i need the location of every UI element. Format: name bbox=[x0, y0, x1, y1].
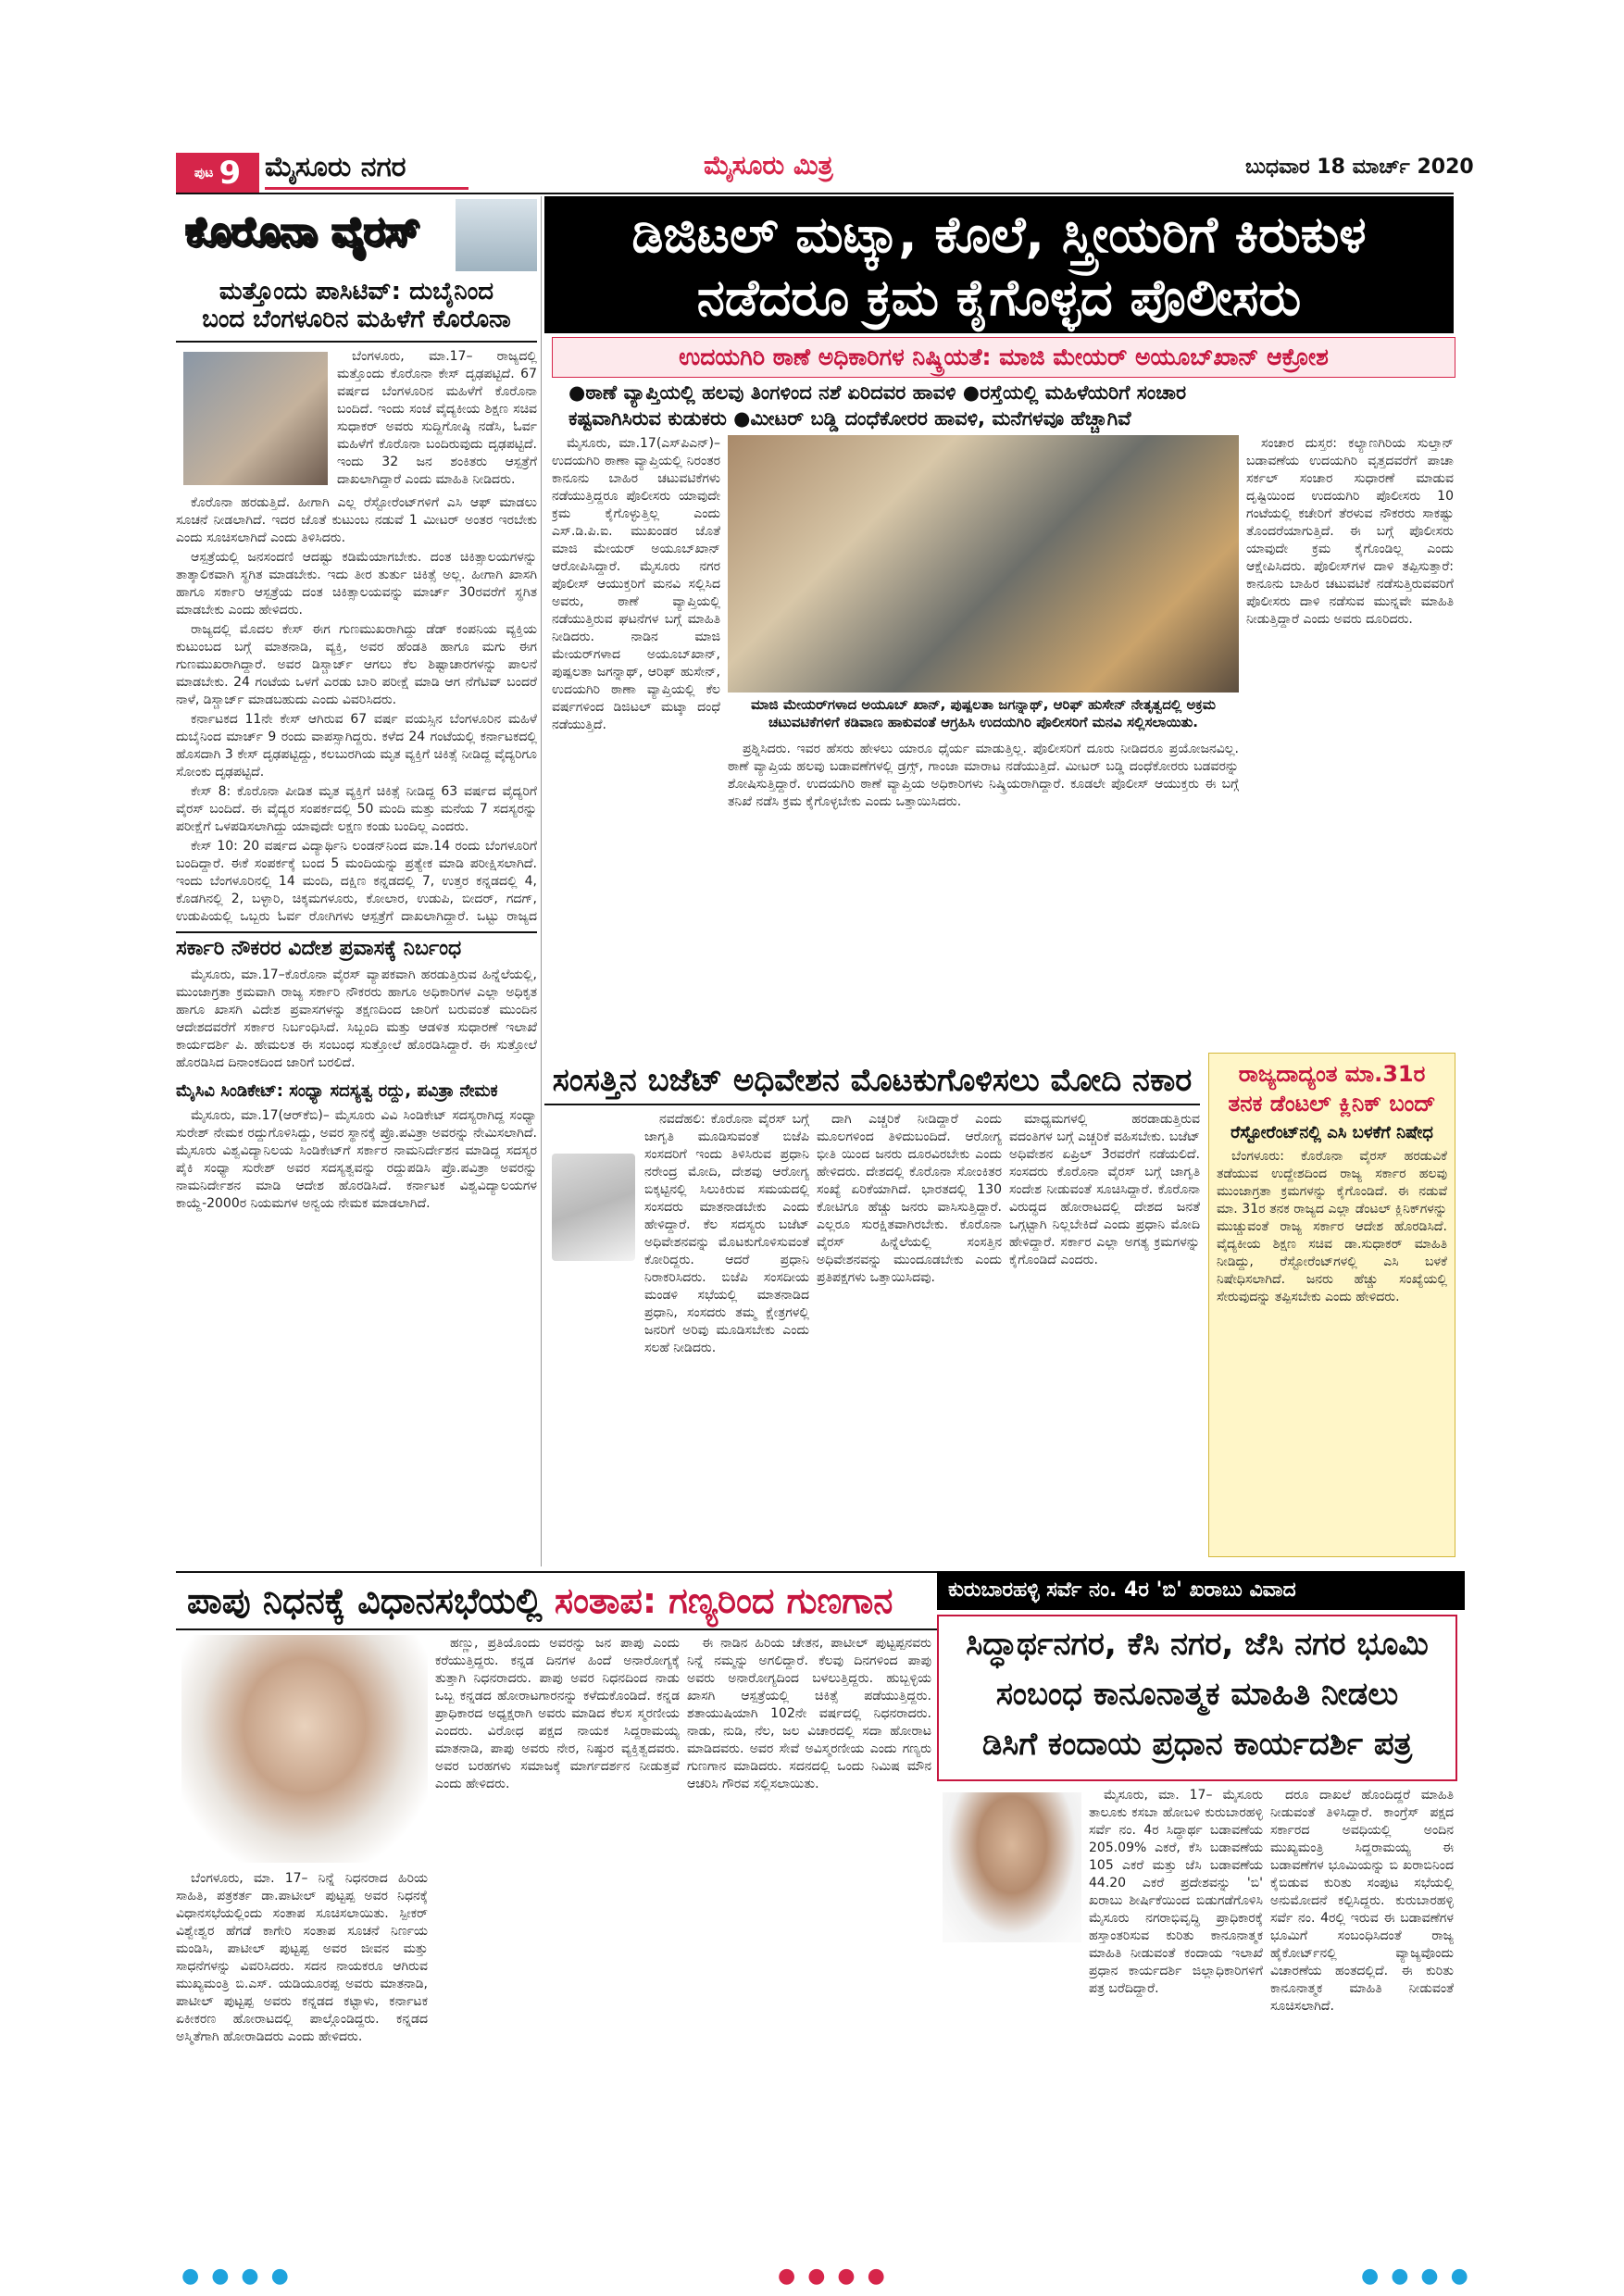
corona-headline-line1: ಮತ್ತೊಂದು ಪಾಸಿಟಿವ್: ದುಬೈನಿಂದ bbox=[219, 278, 494, 306]
caption-line2: ಚಟುವಟಿಕೆಗಳಿಗೆ ಕಡಿವಾಣ ಹಾಕುವಂತೆ ಆಗ್ರಹಿಸಿ ಉದಯಗಿರಿ ಪೊಲೀಸರಿಗೆ ಮನವಿ ಸಲ್ಲಿಸಲಾಯಿತು. bbox=[768, 714, 1198, 730]
pappu-col2 bbox=[435, 1635, 680, 2259]
budget-col2 bbox=[817, 1111, 1002, 1554]
digital-col1 bbox=[552, 435, 720, 1028]
dental-headline-line1: ರಾಜ್ಯದಾದ್ಯಂತ ಮಾ.31ರ bbox=[1238, 1061, 1426, 1087]
budget-col2-text: ದಾಗಿ ಎಚ್ಚರಿಕೆ ನೀಡಿದ್ದಾರೆ ಎಂದು ಮೂಲಗಳಿಂದ ತಿಳಿದುಬಂದಿದೆ. ಆರೋಗ್ಯ ಭೀತಿ ಯಿಂದ ಜನರು ದೂರವಿರಬೇಕು ಎಂದು ಹೇಳಿದರು. ದೇಶದಲ್ಲಿ ಕೊರೊನಾ ಸೋಂಕಿತರ ಸಂಖ್ಯೆ ಏರಿಕೆಯಾಗಿದೆ. ಭಾರತದಲ್ಲಿ 130 ಕೋಟಿಗೂ ಹೆಚ್ಚು ಜನರು ವಾಸಿಸುತ್ತಿದ್ದಾರೆ. ಎಲ್ಲರೂ ಸುರಕ್ಷಿತವಾಗಿರಬೇಕು. ಕೊರೊನಾ ವೈರಸ್ ಹಿನ್ನೆಲೆಯಲ್ಲಿ ಸಂಸತ್ತಿನ ಅಧಿವೇಶನವನ್ನು ಮುಂದೂಡಬೇಕು ಎಂದು ಪ್ರತಿಪಕ್ಷಗಳು ಒತ್ತಾಯಿಸಿದವು. bbox=[817, 1112, 1002, 1285]
header-rule bbox=[176, 193, 1454, 194]
corona-para-1: ಬೆಂಗಳೂರು, ಮಾ.17– ರಾಜ್ಯದಲ್ಲಿ ಮತ್ತೊಂದು ಕೊರೊನಾ ಕೇಸ್ ದೃಢಪಟ್ಟಿದೆ. 67 ವರ್ಷದ ಬೆಂಗಳೂರಿನ ಮಹಿಳೆಗೆ ಕೊರೊನಾ ಬಂದಿದೆ. ಇಂದು ಸಂಜೆ ವೈದ್ಯಕೀಯ ಶಿಕ್ಷಣ ಸಚಿವ ಸುಧಾಕರ್ ಅವರು ಸುದ್ದಿಗೋಷ್ಠಿ ನಡೆಸಿ, ಓರ್ವ ಮಹಿಳೆಗೆ ಕೊರೊನಾ ಬಂದಿರುವುದು ದೃಢಪಟ್ಟಿದೆ. ಇಂದು 32 ಜನ ಶಂಕಿತರು ಆಸ್ಪತ್ರೆಗೆ ದಾಖಲಾಗಿದ್ದಾರೆ ಎಂದು ಮಾಹಿತಿ ನೀಡಿದರು. bbox=[337, 349, 537, 487]
kuru-headline bbox=[937, 1615, 1457, 1781]
kuru-headline-line3: ಡಿಸಿಗೆ ಕಂದಾಯ ಪ್ರಧಾನ ಕಾರ್ಯದರ್ಶಿ ಪತ್ರ bbox=[981, 1726, 1413, 1763]
mysvi-body bbox=[176, 1107, 537, 1563]
budget-col1 bbox=[644, 1111, 809, 1554]
masked-nurse-photo bbox=[456, 199, 537, 271]
corona-para-5: ಕರ್ನಾಟಕದ 11ನೇ ಕೇಸ್ ಆಗಿರುವ 67 ವರ್ಷ ವಯಸ್ಸಿನ ಬೆಂಗಳೂರಿನ ಮಹಿಳೆ ದುಬೈನಿಂದ ಮಾರ್ಚ್ 9 ರಂದು ವಾಪಸ್ಸಾಗಿದ್ದರು. ಕಳೆದ 24 ಗಂಟೆಯಲ್ಲಿ ಕರ್ನಾಟಕದಲ್ಲಿ ಹೊಸದಾಗಿ 3 ಕೇಸ್ ದೃಢಪಟ್ಟಿದ್ದು, ಕಲಬುರಗಿಯ ಮೃತ ವ್ಯಕ್ತಿಗೆ ಚಿಕಿತ್ಸೆ ನೀಡಿದ್ದ ವೈದ್ಯರಿಗೂ ಸೋಂಕು ದೃಢಪಟ್ಟಿದೆ. bbox=[176, 712, 537, 780]
corona-para-7: ಕೇಸ್ 10: 20 ವರ್ಷದ ವಿದ್ಯಾರ್ಥಿನಿ ಲಂಡನ್‌ನಿಂದ ಮಾ.14 ರಂದು ಬೆಂಗಳೂರಿಗೆ ಬಂದಿದ್ದಾರೆ. ಈಕೆ ಸಂಪರ್ಕಕ್ಕೆ ಬಂದ 5 ಮಂದಿಯನ್ನು ಪ್ರತ್ಯೇಕ ಮಾಡಿ ಪರೀಕ್ಷಿಸಲಾಗಿದೆ. ಇಂದು ಬೆಂಗಳೂರಿನಲ್ಲಿ 14 ಮಂದಿ, ದಕ್ಷಿಣ ಕನ್ನಡದಲ್ಲಿ 7, ಉತ್ತರ ಕನ್ನಡದಲ್ಲಿ 4, ಕೊಡಗಿನಲ್ಲಿ 2, ಬಳ್ಳಾರಿ, ಚಿಕ್ಕಮಗಳೂರು, ಕೋಲಾರ, ಉಡುಪಿ, ಬೀದರ್, ಗದಗ್, ಉಡುಪಿಯಲ್ಲಿ ಒಬ್ಬರು ಓರ್ವ ರೋಗಿಗಳು ಆಸ್ಪತ್ರೆಗೆ ದಾಖಲಾಗಿದ್ದಾರೆ. ಒಟ್ಟು ರಾಜ್ಯದ bbox=[176, 839, 537, 924]
mysvi-para: ಮೈಸೂರು, ಮಾ.17(ಆರ್‌ಕೆಬಿ)– ಮೈಸೂರು ವಿವಿ ಸಿಂಡಿಕೇಟ್ ಸದಸ್ಯರಾಗಿದ್ದ ಸಂಧ್ಯಾ ಸುರೇಶ್ ನೇಮಕ ರದ್ದುಗೊಳಿಸಿದ್ದು, ಅವರ ಸ್ಥಾನಕ್ಕೆ ಪ್ರೊ.ಪವಿತ್ರಾ ಅವರನ್ನು ನೇಮಿಸಲಾಗಿದೆ. ಮೈಸೂರು ವಿಶ್ವವಿದ್ಯಾನಿಲಯ ಸಿಂಡಿಕೇಟ್‌ಗೆ ಸರ್ಕಾರ ನಾಮನಿರ್ದೇಶನ ಮಾಡಿದ್ದ ಸದಸ್ಯರ ಪೈಕಿ ಸಂಧ್ಯಾ ಸುರೇಶ್ ಅವರ ಸದಸ್ಯತ್ವವನ್ನು ರದ್ದುಪಡಿಸಿ ಪ್ರೊ.ಪವಿತ್ರಾ ಅವರನ್ನು ನಾಮನಿರ್ದೇಶನ ಮಾಡಿ ಆದೇಶ ಹೊರಡಿಸಿದೆ. ಕರ್ನಾಟಕ ವಿಶ್ವವಿದ್ಯಾಲಯಗಳ ಕಾಯ್ದೆ-2000ರ ನಿಯಮಗಳ ಅನ್ವಯ ನೇಮಕ ಮಾಡಲಾಗಿದೆ. bbox=[176, 1108, 537, 1211]
dental-headline bbox=[1209, 1054, 1455, 1118]
kuru-headline-line2: ಸಂಬಂಧ ಕಾನೂನಾತ್ಮಕ ಮಾಹಿತಿ ನೀಡಲು bbox=[995, 1676, 1399, 1713]
registration-dots-left: ● ● ● ● bbox=[181, 2265, 292, 2288]
kuru-col2-text: ದರೂ ದಾಖಲೆ ಹೊಂದಿದ್ದರೆ ಮಾಹಿತಿ ನೀಡುವಂತೆ ತಿಳಿಸಿದ್ದಾರೆ. ಕಾಂಗ್ರೆಸ್ ಪಕ್ಷದ ಸರ್ಕಾರದ ಅವಧಿಯಲ್ಲಿ ಅಂದಿನ ಮುಖ್ಯಮಂತ್ರಿ ಸಿದ್ದರಾಮಯ್ಯ ಈ ಬಡಾವಣೆಗಳ ಭೂಮಿಯನ್ನು ಬಿ ಖರಾಬಿನಿಂದ ಕೈಬಿಡುವ ಕುರಿತು ಸಂಪುಟ ಸಭೆಯಲ್ಲಿ ಅನುಮೋದನೆ ಕಲ್ಪಿಸಿದ್ದರು. ಕುರುಬಾರಹಳ್ಳಿ ಸರ್ವೆ ನಂ. 4ರಲ್ಲಿ ಇರುವ ಈ ಬಡಾವಣೆಗಳ ಭೂಮಿಗೆ ಸಂಬಂಧಿಸಿದಂತೆ ರಾಜ್ಯ ಹೈಕೋರ್ಟ್‌ನಲ್ಲಿ ವ್ಯಾಜ್ಯವೊಂದು ವಿಚಾರಣೆಯ ಹಂತದಲ್ಲಿದೆ. ಈ ಕುರಿತು ಕಾನೂನಾತ್ಮಕ ಮಾಹಿತಿ ನೀಡುವಂತೆ ಸೂಚಿಸಲಾಗಿದೆ. bbox=[1270, 1788, 1454, 2014]
budget-col1-text: ನವದೆಹಲಿ: ಕೊರೊನಾ ವೈರಸ್ ಬಗ್ಗೆ ಜಾಗೃತಿ ಮೂಡಿಸುವಂತೆ ಬಿಜೆಪಿ ಸಂಸದರಿಗೆ ಇಂದು ತಿಳಿಸಿರುವ ಪ್ರಧಾನಿ ನರೇಂದ್ರ ಮೋದಿ, ದೇಶವು ಆರೋಗ್ಯ ಬಿಕ್ಕಟ್ಟಿನಲ್ಲಿ ಸಿಲುಕಿರುವ ಸಮಯದಲ್ಲಿ ಸಂಸದರು ಮಾತನಾಡಬೇಕು ಎಂದು ಹೇಳಿದ್ದಾರೆ. ಕೆಲ ಸದಸ್ಯರು ಬಜೆಟ್ ಅಧಿವೇಶನವನ್ನು ಮೊಟಕುಗೊಳಿಸುವಂತೆ ಕೋರಿದ್ದರು. ಆದರೆ ಪ್ರಧಾನಿ ನಿರಾಕರಿಸಿದರು. ಬಿಜೆಪಿ ಸಂಸದೀಯ ಮಂಡಳಿ ಸಭೆಯಲ್ಲಿ ಮಾತನಾಡಿದ ಪ್ರಧಾನಿ, ಸಂಸದರು ತಮ್ಮ ಕ್ಷೇತ್ರಗಳಲ್ಲಿ ಜನರಿಗೆ ಅರಿವು ಮೂಡಿಸಬೇಕು ಎಂದು ಸಲಹೆ ನೀಡಿದರು. bbox=[644, 1112, 809, 1355]
corona-body bbox=[176, 494, 537, 928]
digital-col-right bbox=[1246, 435, 1454, 1046]
pappu-headline-red: ಸಂತಾಪ: ಗಣ್ಯರಿಂದ ಗುಣಗಾನ bbox=[554, 1580, 893, 1621]
section-name: ಮೈಸೂರು ನಗರ bbox=[265, 151, 406, 183]
corona-para-6: ಕೇಸ್ 8: ಕೊರೊನಾ ಪೀಡಿತ ಮೃತ ವ್ಯಕ್ತಿಗೆ ಚಿಕಿತ್ಸೆ ನೀಡಿದ್ದ 63 ವರ್ಷದ ವೈದ್ಯರಿಗೆ ವೈರಸ್ ಬಂದಿದೆ. ಈ ವೈದ್ಯರ ಸಂಪರ್ಕದಲ್ಲಿ 50 ಮಂದಿ ಮತ್ತು ಮನೆಯ 7 ಸದಸ್ಯರನ್ನು ಪರೀಕ್ಷೆಗೆ ಒಳಪಡಿಸಲಾಗಿದ್ದು ಯಾವುದೇ ಲಕ್ಷಣ ಕಂಡು ಬಂದಿಲ್ಲ ಎಂದರು. bbox=[176, 784, 537, 834]
corona-head-rule bbox=[176, 341, 537, 343]
registration-dots-right: ● ● ● ● bbox=[1361, 2265, 1471, 2288]
mysvi-headline: ಮೈಸಿವಿ ಸಿಂಡಿಕೇಟ್: ಸಂಧ್ಯಾ ಸದಸ್ಯತ್ವ ರದ್ದು, ಪವಿತ್ರಾ ನೇಮಕ bbox=[176, 1081, 498, 1101]
digital-subhead: ಉದಯಗಿರಿ ಠಾಣೆ ಅಧಿಕಾರಿಗಳ ನಿಷ್ಕ್ರಿಯತೆ: ಮಾಜಿ ಮೇಯರ್ ಅಯೂಬ್‌ಖಾನ್ ಆಕ್ರೋಶ bbox=[552, 337, 1455, 378]
digital-bullets-1: ●ಠಾಣೆ ವ್ಯಾಪ್ತಿಯಲ್ಲಿ ಹಲವು ತಿಂಗಳಿಂದ ನಶೆ ಏರಿದವರ ಹಾವಳಿ ●ರಸ್ತೆಯಲ್ಲಿ ಮಹಿಳೆಯರಿಗೆ ಸಂಚಾರ bbox=[568, 381, 1187, 404]
budget-col3-text: ಮಾಧ್ಯಮಗಳಲ್ಲಿ ಹರಡಾಡುತ್ತಿರುವ ವದಂತಿಗಳ ಬಗ್ಗೆ ಎಚ್ಚರಿಕೆ ವಹಿಸಬೇಕು. ಬಜೆಟ್ ಅಧಿವೇಶನ ಏಪ್ರಿಲ್ 3ರವರೆಗೆ ನಡೆಯಲಿದೆ. ಸಂಸದರು ಕೊರೊನಾ ವೈರಸ್ ಬಗ್ಗೆ ಜಾಗೃತಿ ಸಂದೇಶ ನೀಡುವಂತೆ ಸೂಚಿಸಿದ್ದಾರೆ. ಕೊರೊನಾ ವಿರುದ್ಧದ ಹೋರಾಟದಲ್ಲಿ ದೇಶದ ಜನತೆ ಒಗ್ಗಟ್ಟಾಗಿ ನಿಲ್ಲಬೇಕಿದೆ ಎಂದು ಪ್ರಧಾನಿ ಮೋದಿ ಹೇಳಿದ್ದಾರೆ. ಸರ್ಕಾರ ಎಲ್ಲಾ ಅಗತ್ಯ ಕ್ರಮಗಳನ್ನು ಕೈಗೊಂಡಿದೆ ಎಂದರು. bbox=[1009, 1112, 1200, 1267]
masthead-logo: ಮೈಸೂರು ಮಿತ್ರ bbox=[704, 150, 833, 181]
dental-text: ಬೆಂಗಳೂರು: ಕೊರೊನಾ ವೈರಸ್ ಹರಡುವಿಕೆ ತಡೆಯುವ ಉದ್ದೇಶದಿಂದ ರಾಜ್ಯ ಸರ್ಕಾರ ಹಲವು ಮುಂಜಾಗ್ರತಾ ಕ್ರಮಗಳನ್ನು ಕೈಗೊಂಡಿದೆ. ಈ ನಡುವೆ ಮಾ. 31ರ ತನಕ ರಾಜ್ಯದ ಎಲ್ಲಾ ಡೆಂಟಲ್ ಕ್ಲಿನಿಕ್‌ಗಳನ್ನು ಮುಚ್ಚುವಂತೆ ರಾಜ್ಯ ಸರ್ಕಾರ ಆದೇಶ ಹೊರಡಿಸಿದೆ. ವೈದ್ಯಕೀಯ ಶಿಕ್ಷಣ ಸಚಿವ ಡಾ.ಸುಧಾಕರ್ ಮಾಹಿತಿ ನೀಡಿದ್ದು, ರೆಸ್ಟೋರೆಂಟ್‌ಗಳಲ್ಲಿ ಎಸಿ ಬಳಕೆ ನಿಷೇಧಿಸಲಾಗಿದೆ. ಜನರು ಹೆಚ್ಚು ಸಂಖ್ಯೆಯಲ್ಲಿ ಸೇರುವುದನ್ನು ತಪ್ಪಿಸಬೇಕು ಎಂದು ಹೇಳಿದರು. bbox=[1217, 1149, 1447, 1304]
pappu-col1-text: ಬೆಂಗಳೂರು, ಮಾ. 17– ನಿನ್ನೆ ನಿಧನರಾದ ಹಿರಿಯ ಸಾಹಿತಿ, ಪತ್ರಕರ್ತ ಡಾ.ಪಾಟೀಲ್ ಪುಟ್ಟಪ್ಪ ಅವರ ನಿಧನಕ್ಕೆ ವಿಧಾನಸಭೆಯಲ್ಲಿಂದು ಸಂತಾಪ ಸೂಚಿಸಲಾಯಿತು. ಸ್ಪೀಕರ್ ವಿಶ್ವೇಶ್ವರ ಹೆಗಡೆ ಕಾಗೇರಿ ಸಂತಾಪ ಸೂಚನೆ ನಿರ್ಣಯ ಮಂಡಿಸಿ, ಪಾಟೀಲ್ ಪುಟ್ಟಪ್ಪ ಅವರ ಜೀವನ ಮತ್ತು ಸಾಧನೆಗಳನ್ನು ವಿವರಿಸಿದರು. ಸದನ ನಾಯಕರೂ ಆಗಿರುವ ಮುಖ್ಯಮಂತ್ರಿ ಬಿ.ಎಸ್. ಯಡಿಯೂರಪ್ಪ ಅವರು ಮಾತನಾಡಿ, ಪಾಟೀಲ್ ಪುಟ್ಟಪ್ಪ ಅವರು ಕನ್ನಡದ ಕಟ್ಟಾಳು, ಕರ್ನಾಟಕ ಏಕೀಕರಣ ಹೋರಾಟದಲ್ಲಿ ಪಾಲ್ಗೊಂಡಿದ್ದರು. ಕನ್ನಡದ ಅಸ್ಮಿತೆಗಾಗಿ ಹೋರಾಡಿದರು ಎಂದು ಹೇಳಿದರು. bbox=[176, 1871, 428, 2044]
kuru-topic-bar: ಕುರುಬಾರಹಳ್ಳಿ ಸರ್ವೆ ನಂ. 4ರ 'ಬಿ' ಖರಾಬು ವಿವಾದ bbox=[937, 1571, 1465, 1610]
kuru-col2 bbox=[1270, 1787, 1454, 2259]
corona-headline-line2: ಬಂದ ಬೆಂಗಳೂರಿನ ಮಹಿಳೆಗೆ ಕೊರೊನಾ bbox=[202, 306, 511, 333]
budget-headline: ಸಂಸತ್ತಿನ ಬಜೆಟ್ ಅಧಿವೇಶನ ಮೊಟಕುಗೊಳಿಸಲು ಮೋದಿ ನಕಾರ bbox=[544, 1057, 1200, 1105]
kuru-headline-line1: ಸಿದ್ಧಾರ್ಥನಗರ, ಕೆಸಿ ನಗರ, ಜೆಸಿ ನಗರ ಭೂಮಿ bbox=[966, 1626, 1429, 1663]
digital-headline-line1: ಡಿಜಿಟಲ್ ಮಟ್ಕಾ, ಕೊಲೆ, ಸ್ತ್ರೀಯರಿಗೆ ಕಿರುಕುಳ bbox=[631, 206, 1367, 264]
digital-col2 bbox=[728, 741, 1239, 1046]
pappu-col2-text: ಹಣ್ಣು, ಪ್ರತಿಯೊಂದು ಅವರನ್ನು ಜನ ಪಾಪು ಎಂದು ಕರೆಯುತ್ತಿದ್ದರು. ಕನ್ನಡ ದಿನಗಳ ಹಿಂದೆ ಅನಾರೋಗ್ಯಕ್ಕೆ ತುತ್ತಾಗಿ ನಿಧನರಾದರು. ಪಾಪು ಅವರ ನಿಧನದಿಂದ ನಾಡು ಒಬ್ಬ ಕನ್ನಡದ ಹೋರಾಟಗಾರನನ್ನು ಕಳೆದುಕೊಂಡಿದೆ. ಕನ್ನಡ ಪ್ರಾಧಿಕಾರದ ಅಧ್ಯಕ್ಷರಾಗಿ ಅವರು ಮಾಡಿದ ಕೆಲಸ ಸ್ಮರಣೀಯ ಎಂದರು. ವಿರೋಧ ಪಕ್ಷದ ನಾಯಕ ಸಿದ್ದರಾಮಯ್ಯ ಮಾತನಾಡಿ, ಪಾಪು ಅವರು ನೇರ, ನಿಷ್ಠುರ ವ್ಯಕ್ತಿತ್ವದವರು. ಅವರ ಬರಹಗಳು ಸಮಾಜಕ್ಕೆ ಮಾರ್ಗದರ್ಶನ ನೀಡುತ್ತವೆ ಎಂದು ಹೇಳಿದರು. bbox=[435, 1636, 680, 1791]
kuru-col1-text: ಮೈಸೂರು, ಮಾ. 17– ಮೈಸೂರು ತಾಲೂಕು ಕಸಬಾ ಹೋಬಳಿ ಕುರುಬಾರಹಳ್ಳಿ ಸರ್ವೆ ನಂ. 4ರ ಸಿದ್ಧಾರ್ಥ ಬಡಾವಣೆಯ 205.09% ಎಕರೆ, ಕೆಸಿ ಬಡಾವಣೆಯ 105 ಎಕರೆ ಮತ್ತು ಜೆಸಿ ಬಡಾವಣೆಯ 44.20 ಎಕರೆ ಪ್ರದೇಶವನ್ನು 'ಬಿ' ಖರಾಬು ಶೀರ್ಷಿಕೆಯಿಂದ ಬಿಡುಗಡೆಗೊಳಿಸಿ ಮೈಸೂರು ನಗರಾಭಿವೃದ್ಧಿ ಪ್ರಾಧಿಕಾರಕ್ಕೆ ಹಸ್ತಾಂತರಿಸುವ ಕುರಿತು ಕಾನೂನಾತ್ಮಕ ಮಾಹಿತಿ ನೀಡುವಂತೆ ಕಂದಾಯ ಇಲಾಖೆ ಪ್ರಧಾನ ಕಾರ್ಯದರ್ಶಿ ಜಿಲ್ಲಾಧಿಕಾರಿಗಳಿಗೆ ಪತ್ರ ಬರೆದಿದ್ದಾರೆ. bbox=[1089, 1788, 1263, 1996]
corona-section-title bbox=[176, 199, 537, 271]
pappu-headline-black: ಪಾಪು ನಿಧನಕ್ಕೆ ವಿಧಾನಸಭೆಯಲ್ಲಿ bbox=[187, 1580, 543, 1621]
pappu-portrait bbox=[181, 1635, 428, 1863]
corona-body-top bbox=[337, 348, 537, 493]
memorandum-photo bbox=[728, 435, 1239, 693]
corona-headline bbox=[176, 278, 537, 333]
digital-right-text: ಸಂಚಾರ ದುಸ್ತರ: ಕಲ್ಯಾಣಗಿರಿಯ ಸುಲ್ತಾನ್ ಬಡಾವಣೆಯ ಉದಯಗಿರಿ ವೃತ್ತದವರೆಗೆ ಪಾಚಾ ಸರ್ಕಲ್ ಸಂಚಾರ ಸುಧಾರಣೆ ಮಾಡುವ ದೃಷ್ಟಿಯಿಂದ ಉದಯಗಿರಿ ಪೊಲೀಸರು 10 ಗಂಟೆಯಲ್ಲಿ ಕಚೇರಿಗೆ ತೆರಳುವ ನೌಕರರು ಸಾಕಷ್ಟು ತೊಂದರೆಯಾಗುತ್ತಿದೆ. ಈ ಬಗ್ಗೆ ಪೊಲೀಸರು ಯಾವುದೇ ಕ್ರಮ ಕೈಗೊಂಡಿಲ್ಲ ಎಂದು ಆಕ್ಷೇಪಿಸಿದರು. ಪೊಲೀಸ್‌ಗಳ ದಾಳಿ ತಪ್ಪಿಸುತ್ತಾರೆ: ಕಾನೂನು ಬಾಹಿರ ಚಟುವಟಿಕೆ ನಡೆಸುತ್ತಿರುವವರಿಗೆ ಪೊಲೀಸರು ದಾಳಿ ನಡೆಸುವ ಮುನ್ನವೇ ಮಾಹಿತಿ ನೀಡುತ್ತಿದ್ದಾರೆ ಎಂದು ಅವರು ದೂರಿದರು. bbox=[1246, 436, 1454, 627]
dateline: ಬುಧವಾರ 18 ಮಾರ್ಚ್ 2020 bbox=[1245, 156, 1474, 179]
dental-body bbox=[1217, 1148, 1447, 1537]
dental-headline-line2: ತನಕ ಡೆಂಟಲ್ ಕ್ಲಿನಿಕ್ ಬಂದ್ bbox=[1228, 1091, 1436, 1117]
caption-line1: ಮಾಜಿ ಮೇಯರ್‌ಗಳಾದ ಅಯೂಬ್ ಖಾನ್, ಪುಷ್ಪಲತಾ ಜಗನ್ನಾಥ್, ಆರಿಫ್ ಹುಸೇನ್ ನೇತೃತ್ವದಲ್ಲಿ ಅಕ್ರಮ bbox=[750, 696, 1216, 713]
pappu-col1 bbox=[176, 1870, 428, 2259]
modi-photo bbox=[552, 1154, 635, 1261]
page-number: 9 bbox=[219, 155, 242, 192]
dental-subhead: ರೆಸ್ಟೋರೆಂಟ್‌ನಲ್ಲಿ ಎಸಿ ಬಳಕೆಗೆ ನಿಷೇಧ bbox=[1230, 1123, 1433, 1142]
memorandum-caption bbox=[728, 696, 1239, 731]
sarkari-headline: ಸರ್ಕಾರಿ ನೌಕರರ ವಿದೇಶ ಪ್ರವಾಸಕ್ಕೆ ನಿರ್ಬಂಧ bbox=[176, 931, 537, 960]
pappu-col3-text: ಈ ನಾಡಿನ ಹಿರಿಯ ಚೇತನ, ಪಾಟೀಲ್ ಪುಟ್ಟಪ್ಪನವರು ನಿನ್ನೆ ನಮ್ಮನ್ನು ಅಗಲಿದ್ದಾರೆ. ಕೆಲವು ದಿನಗಳಿಂದ ಪಾಪು ಅವರು ಅನಾರೋಗ್ಯದಿಂದ ಬಳಲುತ್ತಿದ್ದರು. ಹುಬ್ಬಳ್ಳಿಯ ಖಾಸಗಿ ಆಸ್ಪತ್ರೆಯಲ್ಲಿ ಚಿಕಿತ್ಸೆ ಪಡೆಯುತ್ತಿದ್ದರು. ಶತಾಯುಷಿಯಾಗಿ 102ನೇ ವರ್ಷದಲ್ಲಿ ನಿಧನರಾದರು. ನಾಡು, ನುಡಿ, ನೆಲ, ಜಲ ವಿಚಾರದಲ್ಲಿ ಸದಾ ಹೋರಾಟ ಮಾಡಿದವರು. ಅವರ ಸೇವೆ ಅವಿಸ್ಮರಣೀಯ ಎಂದು ಗಣ್ಯರು ಗುಣಗಾನ ಮಾಡಿದರು. ಸದನದಲ್ಲಿ ಒಂದು ನಿಮಿಷ ಮೌನ ಆಚರಿಸಿ ಗೌರವ ಸಲ್ಲಿಸಲಾಯಿತು. bbox=[687, 1636, 931, 1791]
yediyurappa-photo bbox=[943, 1792, 1081, 1942]
page-number-badge bbox=[176, 153, 259, 193]
kuru-col1 bbox=[1089, 1787, 1263, 2259]
page-label: ಪುಟ bbox=[194, 166, 214, 181]
digital-headline-line2: ನಡೆದರೂ ಕ್ರಮ ಕೈಗೊಳ್ಳದ ಪೊಲೀಸರು bbox=[696, 268, 1302, 327]
digital-col2-text: ಪ್ರಶ್ನಿಸಿದರು. ಇವರ ಹೆಸರು ಹೇಳಲು ಯಾರೂ ಧೈರ್ಯ ಮಾಡುತ್ತಿಲ್ಲ. ಪೊಲೀಸರಿಗೆ ದೂರು ನೀಡಿದರೂ ಪ್ರಯೋಜನವಿಲ್ಲ. ಠಾಣೆ ವ್ಯಾಪ್ತಿಯ ಹಲವು ಬಡಾವಣೆಗಳಲ್ಲಿ ಡ್ರಗ್ಸ್, ಗಾಂಜಾ ಮಾರಾಟ ನಡೆಯುತ್ತಿದೆ. ಮೀಟರ್ ಬಡ್ಡಿ ದಂಧೆಕೋರರು ಬಡವರನ್ನು ಶೋಷಿಸುತ್ತಿದ್ದಾರೆ. ಉದಯಗಿರಿ ಠಾಣೆ ವ್ಯಾಪ್ತಿಯ ಅಧಿಕಾರಿಗಳು ನಿಷ್ಕ್ರಿಯರಾಗಿದ್ದಾರೆ. ಕೂಡಲೇ ಪೊಲೀಸ್ ಆಯುಕ್ತರು ಈ ಬಗ್ಗೆ ತನಿಖೆ ನಡೆಸಿ ಕ್ರಮ ಕೈಗೊಳ್ಳಬೇಕು ಎಂದು ಒತ್ತಾಯಿಸಿದರು. bbox=[728, 742, 1239, 809]
minister-photo bbox=[183, 352, 328, 485]
digital-bullets-2: ಕಷ್ಟವಾಗಿಸಿರುವ ಕುಡುಕರು ●ಮೀಟರ್ ಬಡ್ಡಿ ದಂಧೆಕೋರರ ಹಾವಳಿ, ಮನೆಗಳವೂ ಹೆಚ್ಚಾಗಿವೆ bbox=[568, 407, 1131, 430]
corona-para-2: ಕೊರೊನಾ ಹರಡುತ್ತಿದೆ. ಹೀಗಾಗಿ ಎಲ್ಲ ರೆಸ್ಟೋರೆಂಟ್‌ಗಳಿಗೆ ಎಸಿ ಆಫ್ ಮಾಡಲು ಸೂಚನೆ ನೀಡಲಾಗಿದೆ. ಇದರ ಜೊತೆ ಕುಟುಂಬ ನಡುವೆ 1 ಮೀಟರ್ ಅಂತರ ಇರಬೇಕು ಎಂದು ಸೂಚಿಸಲಾಗಿದೆ ಎಂದು ತಿಳಿಸಿದರು. bbox=[176, 495, 537, 545]
corona-para-3: ಆಸ್ಪತ್ರೆಯಲ್ಲಿ ಜನಸಂದಣಿ ಆದಷ್ಟು ಕಡಿಮೆಯಾಗಬೇಕು. ದಂತ ಚಿಕಿತ್ಸಾಲಯಗಳನ್ನು ತಾತ್ಕಾಲಿಕವಾಗಿ ಸ್ಥಗಿತ ಮಾಡಬೇಕು. ಇದು ತೀರ ತುರ್ತು ಚಿಕಿತ್ಸೆ ಅಲ್ಲ. ಹೀಗಾಗಿ ಖಾಸಗಿ ಹಾಗೂ ಸರ್ಕಾರಿ ಆಸ್ಪತ್ರೆಯ ದಂತ ಚಿಕಿತ್ಸಾಲಯವನ್ನು ಮಾರ್ಚ್ 30ರವರೆಗೆ ಸ್ಥಗಿತ ಮಾಡಬೇಕು ಎಂದು ಹೇಳಿದರು. bbox=[176, 550, 537, 618]
sarkari-para: ಮೈಸೂರು, ಮಾ.17–ಕೊರೊನಾ ವೈರಸ್ ವ್ಯಾಪಕವಾಗಿ ಹರಡುತ್ತಿರುವ ಹಿನ್ನೆಲೆಯಲ್ಲಿ, ಮುಂಜಾಗ್ರತಾ ಕ್ರಮವಾಗಿ ರಾಜ್ಯ ಸರ್ಕಾರಿ ನೌಕರರು ಹಾಗೂ ಅಧಿಕಾರಿಗಳ ಎಲ್ಲಾ ಅಧಿಕೃತ ಹಾಗೂ ಖಾಸಗಿ ವಿದೇಶ ಪ್ರವಾಸಗಳನ್ನು ತಕ್ಷಣದಿಂದ ಜಾರಿಗೆ ಬರುವಂತೆ ಮುಂದಿನ ಆದೇಶದವರೆಗೆ ಸರ್ಕಾರ ನಿರ್ಬಂಧಿಸಿದೆ. ಸಿಬ್ಬಂದಿ ಮತ್ತು ಆಡಳಿತ ಸುಧಾರಣೆ ಇಲಾಖೆ ಕಾರ್ಯದರ್ಶಿ ಪಿ. ಹೇಮಲತ ಈ ಸಂಬಂಧ ಸುತ್ತೋಲೆ ಹೊರಡಿಸಿದ್ದಾರೆ. ಈ ಸುತ್ತೋಲೆ ಹೊರಡಿಸಿದ ದಿನಾಂಕದಿಂದ ಜಾರಿಗೆ ಬರಲಿದೆ. bbox=[176, 967, 537, 1070]
sarkari-body bbox=[176, 967, 537, 1078]
pappu-col3 bbox=[687, 1635, 931, 2259]
budget-col3 bbox=[1009, 1111, 1200, 1554]
digital-matka-headline bbox=[544, 196, 1454, 333]
dental-box bbox=[1208, 1053, 1455, 1557]
corona-title-text: ಕೊರೊನಾ ವೈರಸ್ bbox=[185, 208, 420, 256]
registration-dots-center: ● ● ● ● bbox=[778, 2265, 888, 2288]
section-underline bbox=[265, 187, 468, 190]
digital-col1-text: ಮೈಸೂರು, ಮಾ.17(ಎಸ್‌ಪಿಎನ್)– ಉದಯಗಿರಿ ಠಾಣಾ ವ್ಯಾಪ್ತಿಯಲ್ಲಿ ನಿರಂತರ ಕಾನೂನು ಬಾಹಿರ ಚಟುವಟಿಕೆಗಳು ನಡೆಯುತ್ತಿದ್ದರೂ ಪೊಲೀಸರು ಯಾವುದೇ ಕ್ರಮ ಕೈಗೊಳ್ಳುತ್ತಿಲ್ಲ ಎಂದು ಎಸ್.ಡಿ.ಪಿ.ಐ. ಮುಖಂಡರ ಜೊತೆ ಮಾಜಿ ಮೇಯರ್ ಅಯೂಬ್‌ಖಾನ್ ಆರೋಪಿಸಿದ್ದಾರೆ. ಮೈಸೂರು ನಗರ ಪೊಲೀಸ್ ಆಯುಕ್ತರಿಗೆ ಮನವಿ ಸಲ್ಲಿಸಿದ ಅವರು, ಠಾಣೆ ವ್ಯಾಪ್ತಿಯಲ್ಲಿ ನಡೆಯುತ್ತಿರುವ ಘಟನೆಗಳ ಬಗ್ಗೆ ಮಾಹಿತಿ ನೀಡಿದರು. ನಾಡಿನ ಮಾಜಿ ಮೇಯರ್‌ಗಳಾದ ಅಯೂಬ್‌ಖಾನ್, ಪುಷ್ಪಲತಾ ಜಗನ್ನಾಥ್, ಆರಿಫ್ ಹುಸೇನ್, ಉದಯಗಿರಿ ಠಾಣಾ ವ್ಯಾಪ್ತಿಯಲ್ಲಿ ಕೆಲ ವರ್ಷಗಳಿಂದ ಡಿಜಿಟಲ್ ಮಟ್ಕಾ ದಂಧೆ ನಡೆಯುತ್ತಿದೆ. bbox=[552, 436, 720, 732]
column-divider-left bbox=[541, 196, 542, 1566]
corona-para-4: ರಾಜ್ಯದಲ್ಲಿ ಮೊದಲ ಕೇಸ್ ಈಗ ಗುಣಮುಖರಾಗಿದ್ದು ಡೆಡ್ ಕಂಪನಿಯ ವ್ಯಕ್ತಿಯ ಕುಟುಂಬದ ಬಗ್ಗೆ ಮಾತನಾಡಿ, ವ್ಯಕ್ತಿ, ಅವರ ಹೆಂಡತಿ ಹಾಗೂ ಮಗು ಈಗ ಗುಣಮುಖರಾಗಿದ್ದಾರೆ. ಅವರ ಡಿಸ್ಚಾರ್ಜ್ ಆಗಲು ಕೆಲ ಶಿಷ್ಟಾಚಾರಗಳನ್ನು ಪಾಲನೆ ಮಾಡಬೇಕು. 24 ಗಂಟೆಯ ಒಳಗೆ ಎರಡು ಬಾರಿ ಪರೀಕ್ಷೆ ಮಾಡಿ ಆಗ ನೆಗೆಟಿವ್ ಬಂದರೆ ನಾಳೆ, ಡಿಸ್ಚಾರ್ಜ್ ಮಾಡಬಹುದು ಎಂದು ವಿವರಿಸಿದರು. bbox=[176, 622, 537, 707]
